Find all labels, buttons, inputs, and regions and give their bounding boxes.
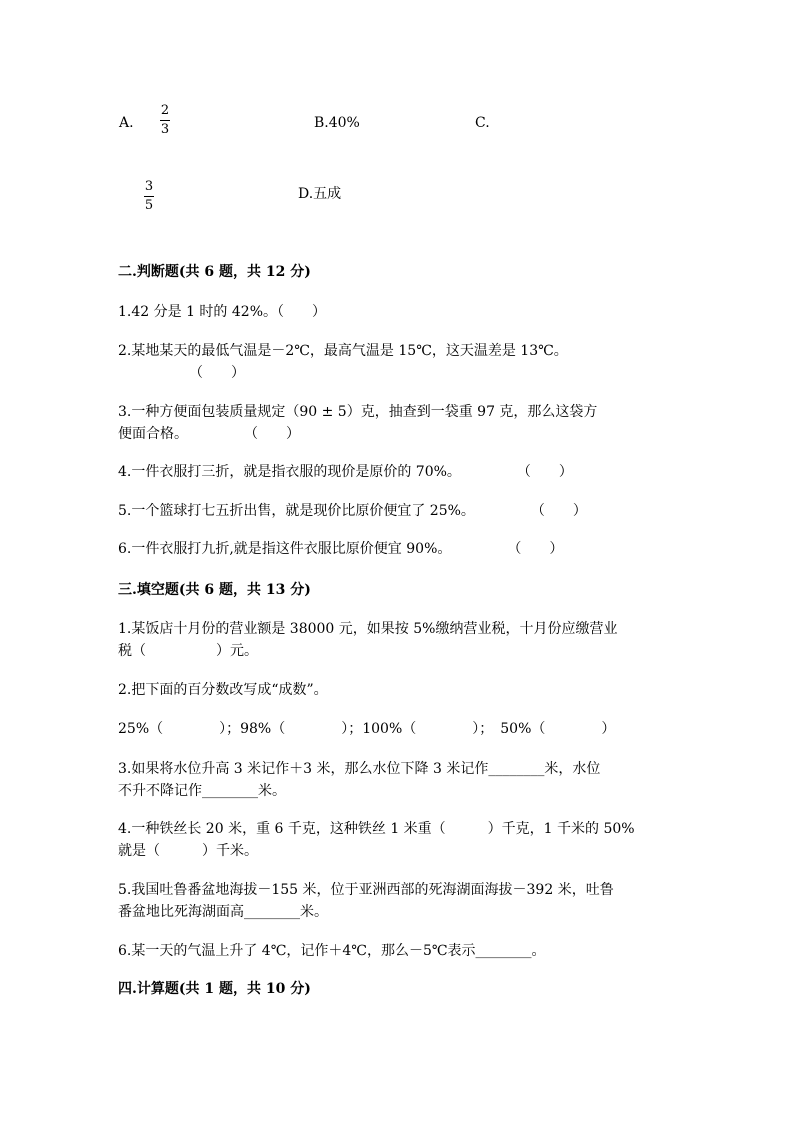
judgement-question-3-cont: 便面合格。 （ ） [118,426,300,442]
option-c-label: C. [475,115,490,131]
fill-question-1-cont: 税（ ）元。 [118,643,258,659]
fraction-bar [160,120,170,121]
judgement-question-3: 3.一种方便面包装质量规定（90 ± 5）克，抽查到一袋重 97 克，那么这袋方 [118,404,598,420]
section-heading-judgement: 二.判断题(共 6 题，共 12 分) [118,264,311,280]
fill-question-2-blanks: 25%（ ）；98%（ ）；100%（ ）； 50%（ ） [118,721,616,737]
option-a-numerator: 2 [160,103,170,118]
option-a-denominator: 3 [160,122,170,137]
fill-question-3: 3.如果将水位升高 3 米记作＋3 米，那么水位下降 3 米记作________米，水位 [118,761,601,777]
section-heading-calculation: 四.计算题(共 1 题，共 10 分) [118,981,311,997]
judgement-question-1: 1.42 分是 1 时的 42%。（ ） [118,304,326,320]
fill-question-1: 1.某饭店十月份的营业额是 38000 元，如果按 5%缴纳营业税，十月份应缴营业 [118,621,618,637]
option-d: D.五成 [298,186,342,202]
fraction-bar [144,196,154,197]
fill-question-5-cont: 番盆地比死海湖面高________米。 [118,904,328,920]
option-b: B.40% [314,115,360,131]
fill-question-4: 4.一种铁丝长 20 米，重 6 千克，这种铁丝 1 米重（ ）千克，1 千米的 50% [118,821,635,837]
fill-question-3-cont: 不升不降记作________米。 [118,783,286,799]
section-heading-fill-in: 三.填空题(共 6 题，共 13 分) [118,582,311,598]
option-c-denominator: 5 [144,198,154,213]
fill-question-2: 2.把下面的百分数改写成“成数”。 [118,682,328,698]
fill-question-5: 5.我国吐鲁番盆地海拔－155 米，位于亚洲西部的死海湖面海拔－392 米，吐鲁 [118,882,614,898]
fill-question-4-cont: 就是（ ）千米。 [118,843,258,859]
judgement-question-4: 4.一件衣服打三折，就是指衣服的现价是原价的 70%。 （ ） [118,464,573,480]
fill-question-6: 6.某一天的气温上升了 4℃，记作＋4℃，那么－5℃表示________。 [118,943,546,959]
judgement-question-2-bracket: （ ） [189,365,245,381]
judgement-question-5: 5.一个篮球打七五折出售，就是现价比原价便宜了 25%。 （ ） [118,503,587,519]
option-c-numerator: 3 [144,179,154,194]
judgement-question-6: 6.一件衣服打九折,就是指这件衣服比原价便宜 90%。 （ ） [118,541,564,557]
judgement-question-2: 2.某地某天的最低气温是－2℃，最高气温是 15℃，这天温差是 13℃。 [118,343,568,359]
option-a-fraction [160,104,170,137]
option-a-label: A. [119,115,134,131]
option-c-fraction [144,180,154,213]
